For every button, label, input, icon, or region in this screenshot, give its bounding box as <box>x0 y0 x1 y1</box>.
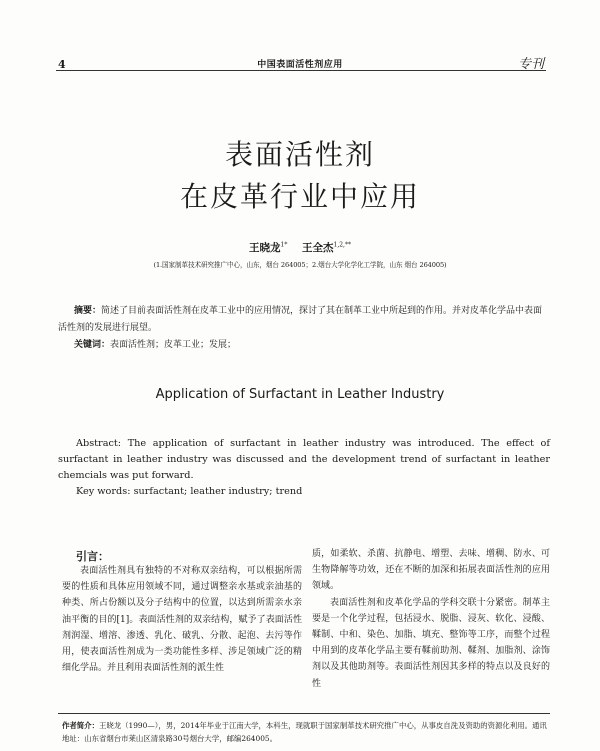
english-title: Application of Surfactant in Leather Industry <box>155 387 445 402</box>
english-keywords <box>76 486 302 497</box>
header-rule <box>56 70 546 71</box>
english-keywords-label: Key words: <box>76 486 131 497</box>
body-column-left <box>62 563 302 676</box>
author-footnote <box>62 719 552 745</box>
chinese-abstract-text: 简述了目前表面活性剂在皮革工业中的应用情况，探讨了其在制革工业中所起到的作用。并对皮革化学品中表面活性剂的发展进行展望。 <box>58 306 543 333</box>
chinese-keywords <box>74 337 236 350</box>
footnote-label: 作者简介： <box>62 721 99 730</box>
affiliation: (1.国家制革技术研究推广中心，山东，烟台 264005；2.烟台大学化学化工学院，山东 烟台 264005) <box>153 261 447 269</box>
body-column-right <box>312 546 550 692</box>
chinese-abstract-label: 摘要： <box>74 306 102 316</box>
intro-paragraph-2: 表面活性剂和皮革化学品的学科交联十分紧密。制革主要是一个化学过程，包括浸水、脱脂、浸灰、软化、浸酸、鞣制、中和、染色、加脂、填充、整饰等工序，而整个过程中用到的皮革化学品主要有鞣前助剂、鞣剂、加脂剂、涂饰剂以及其他助剂等。表面活性剂因其多样的特点以及良好的性 <box>312 597 550 689</box>
introduction-heading: 引言： <box>76 550 109 563</box>
page-number: 4 <box>58 58 66 71</box>
title-line-2: 在皮革行业中应用 <box>179 180 420 213</box>
english-abstract-text: The application of surfactant in leather industry was introduced. The effect of surfactant in leather industry was discussed and the development trend of surfactant in leather chemcials was put forward. <box>58 438 550 481</box>
footnote-text: 王晓龙（1990—），男，2014年毕业于江南大学，本科生，现就职于国家制革技术研究推广中心，从事皮自洗及资助的资源化利用。通讯地址：山东省烟台市莱山区清泉路30号烟台大学，邮编264005。 <box>62 721 547 743</box>
title-line-1: 表面活性剂 <box>224 138 375 171</box>
author-1: 王晓龙 <box>249 242 281 254</box>
chinese-keywords-text: 表面活性剂；皮革工业；发展； <box>110 340 237 350</box>
chinese-keywords-label: 关键词： <box>74 340 111 350</box>
english-keywords-text: surfactant; leather industry; trend <box>133 486 303 497</box>
author-2: 王全杰 <box>302 242 334 254</box>
chinese-abstract <box>58 303 550 337</box>
special-issue-label: 专刊 <box>517 57 544 72</box>
author-line <box>0 240 600 255</box>
english-abstract <box>58 436 550 484</box>
intro-paragraph-1: 表面活性剂具有独特的不对称双亲结构，可以根据所需要的性质和具体应用领域不同，通过调整亲水基或亲油基的种类、所占份额以及分子结构中的位置，以达到所需亲水亲油平衡的目的[1]。表面活性剂的双亲结构，赋予了表面活性剂润湿、增溶、渗透、乳化、破乳、分散、起泡、去污等作用，使表面活性剂成为一类功能性多样、涉足领域广泛的精细化学品。并且利用表面活性剂的派生性 <box>62 566 302 674</box>
journal-name: 中国表面活性剂应用 <box>257 60 343 70</box>
footnote-rule <box>58 713 550 714</box>
intro-paragraph-1-cont: 质，如柔软、杀菌、抗静电、增塑、去味、增稠、防水、可生物降解等功效，还在不断的加深和拓展表面活性剂的应用领域。 <box>312 549 550 592</box>
english-abstract-label: Abstract: <box>76 438 122 449</box>
author-2-marker: 1,2,** <box>333 241 351 249</box>
author-1-marker: 1* <box>280 241 288 249</box>
